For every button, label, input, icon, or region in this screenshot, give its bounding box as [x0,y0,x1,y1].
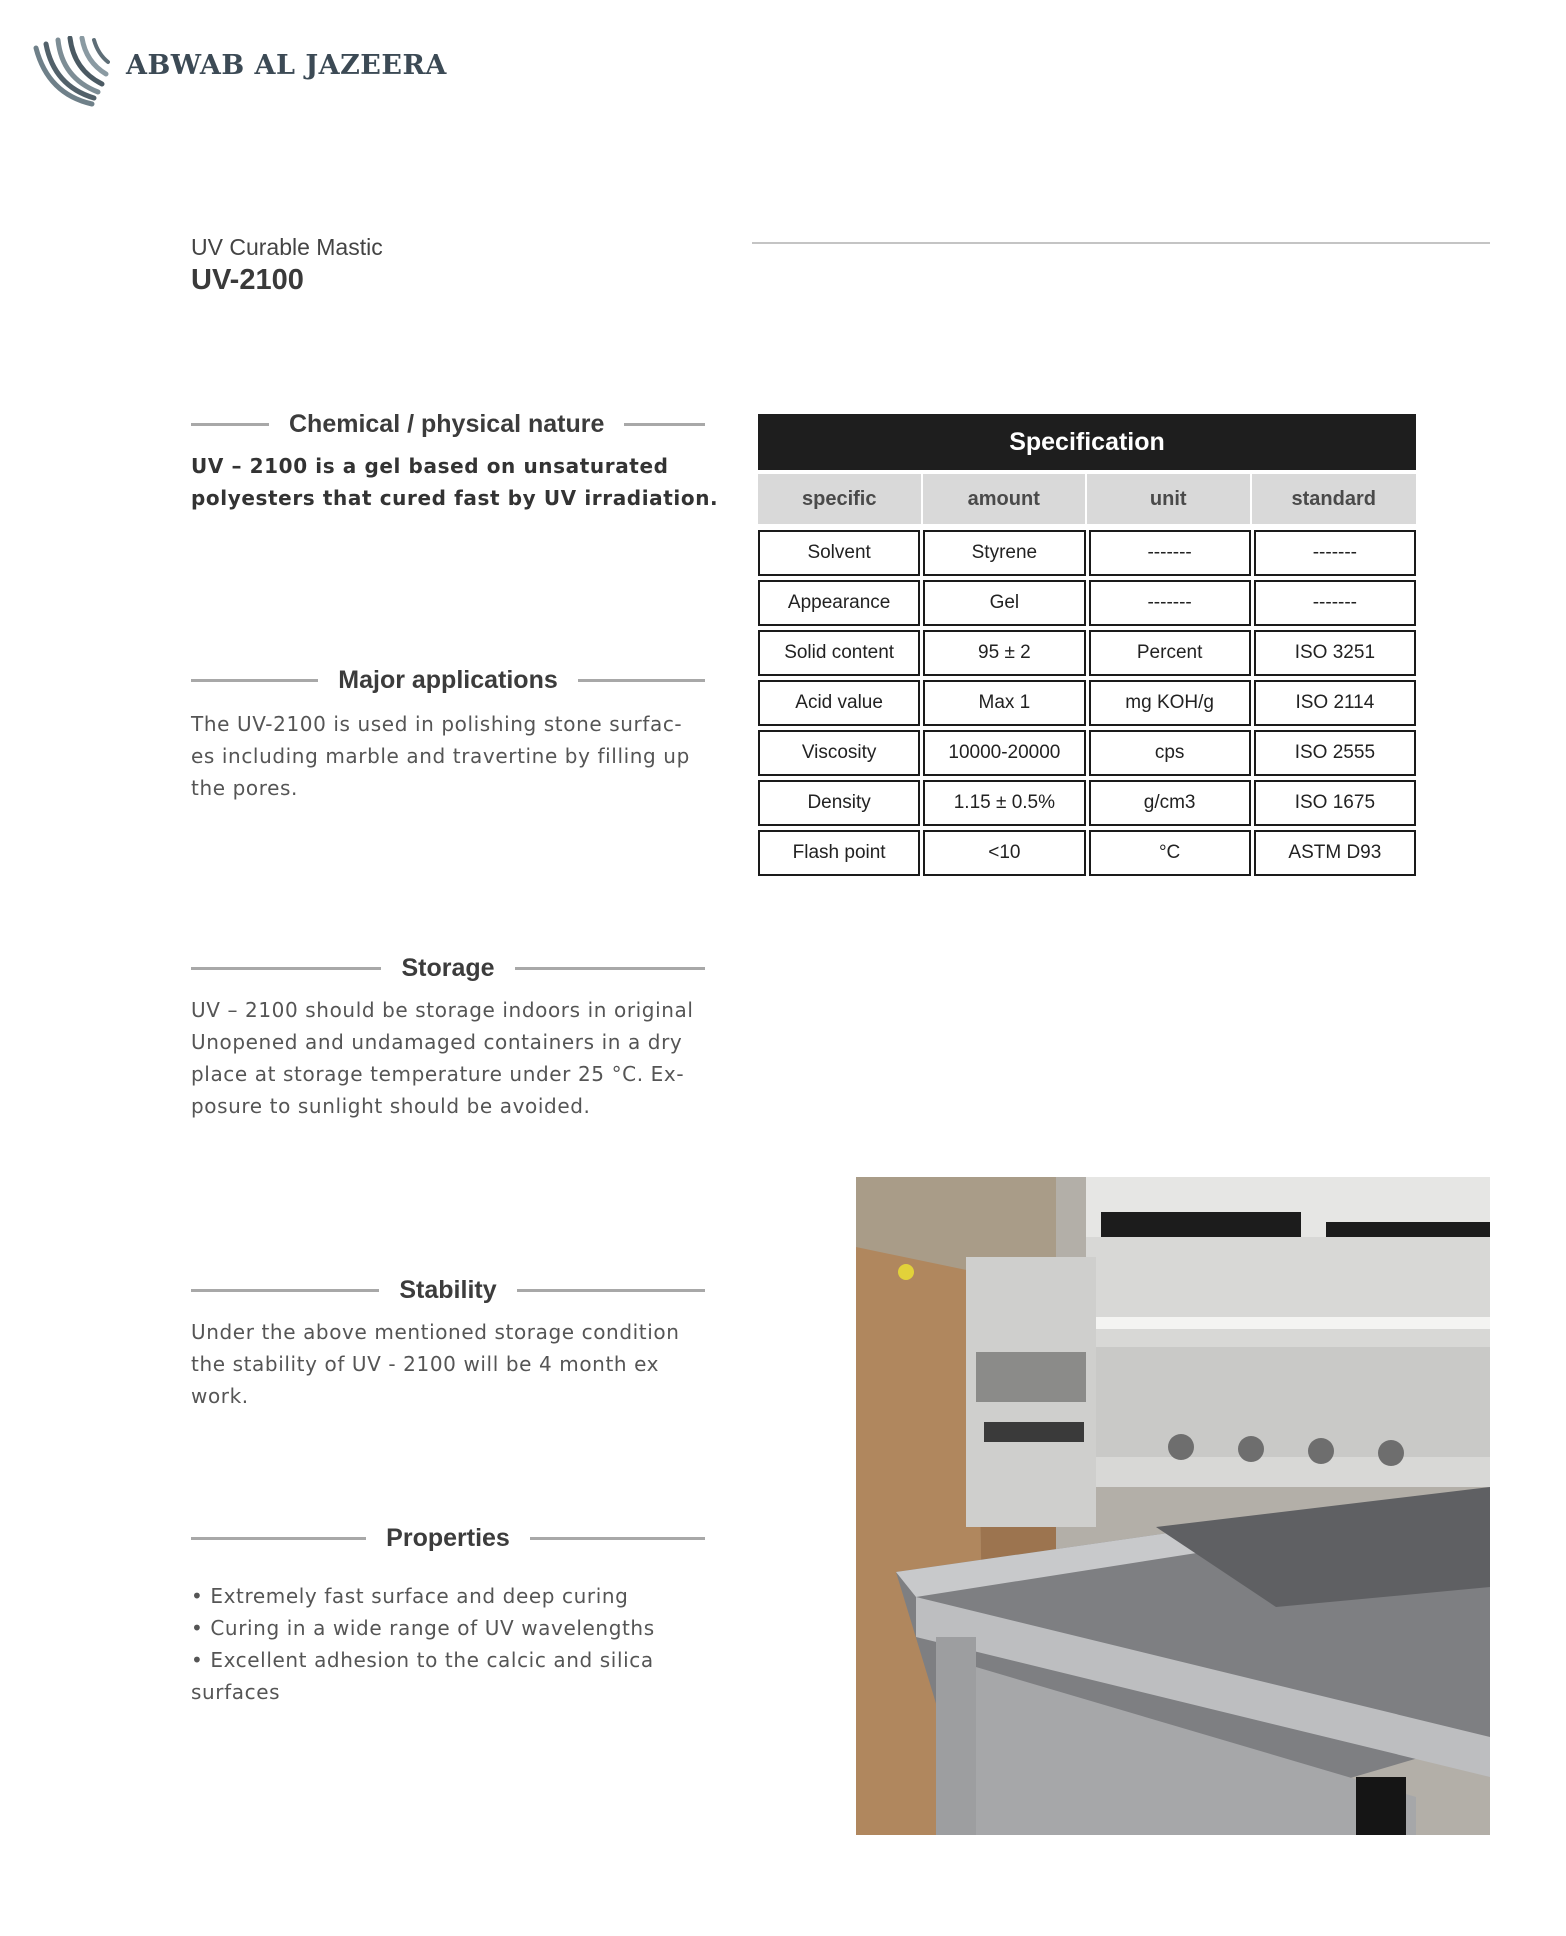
section-title: Storage [401,953,495,982]
table-header-row [758,474,1416,524]
table-cell: ISO 1675 [1254,780,1416,826]
logo-mark-icon [30,36,110,108]
text-line: Under the above mentioned storage condition [191,1320,680,1344]
text-line: posure to sunlight should be avoided. [191,1094,591,1118]
uv-machine-illustration [856,1177,1490,1835]
list-item: • Excellent adhesion to the calcic and silica [191,1648,654,1672]
table-row [758,830,1416,876]
table-cell: ASTM D93 [1254,830,1416,876]
section-header-storage [191,952,705,984]
table-cell: Flash point [758,830,920,876]
table-cell: <10 [923,830,1085,876]
table-row [758,780,1416,826]
table-cell: Solid content [758,630,920,676]
table-cell: ISO 3251 [1254,630,1416,676]
table-cell: Percent [1089,630,1251,676]
properties-list [191,1580,721,1708]
table-body [758,530,1416,876]
brand-name: ABWAB AL JAZEERA [126,50,447,81]
divider [191,423,269,426]
section-header-applications [191,664,705,696]
text-line: The UV-2100 is used in polishing stone surfac- [191,712,683,736]
text-line: es including marble and travertine by filling up [191,744,690,768]
table-cell: Gel [923,580,1085,626]
table-cell: ------- [1089,530,1251,576]
column-header: standard [1291,487,1376,510]
table-cell: 1.15 ± 0.5% [923,780,1085,826]
table-cell: ------- [1254,580,1416,626]
text-line: UV – 2100 should be storage indoors in original [191,998,694,1022]
table-title: Specification [758,414,1416,470]
table-row [758,630,1416,676]
section-header-stability [191,1274,705,1306]
text-line: polyesters that cured fast by UV irradiation. [191,486,719,510]
divider [191,679,318,682]
table-cell: Max 1 [923,680,1085,726]
divider [517,1289,705,1292]
section-header-properties [191,1522,705,1554]
divider [515,967,705,970]
table-cell: Density [758,780,920,826]
section-title: Chemical / physical nature [289,409,605,438]
text-line: place at storage temperature under 25 °C. Ex- [191,1062,685,1086]
divider [191,967,381,970]
text-line: the stability of UV - 2100 will be 4 month ex [191,1352,660,1376]
column-header: unit [1087,474,1252,524]
column-header: specific [758,474,923,524]
list-item: surfaces [191,1680,281,1704]
table-cell: mg KOH/g [1089,680,1251,726]
text-line: the pores. [191,776,298,800]
specification-table [758,414,1416,880]
table-row [758,580,1416,626]
brand-logo [30,36,110,108]
divider [578,679,705,682]
list-item: • Curing in a wide range of UV wavelengths [191,1616,655,1640]
table-cell: Solvent [758,530,920,576]
table-cell: g/cm3 [1089,780,1251,826]
text-line: Unopened and undamaged containers in a dry [191,1030,683,1054]
list-item: • Extremely fast surface and deep curing [191,1584,629,1608]
section-body-stability [191,1316,721,1412]
table-cell: cps [1089,730,1251,776]
product-code: UV-2100 [191,264,304,296]
table-cell: ISO 2114 [1254,680,1416,726]
divider [191,1289,379,1292]
text-line: UV – 2100 is a gel based on unsaturated [191,454,669,478]
table-row [758,530,1416,576]
text-line: work. [191,1384,249,1408]
section-title: Properties [386,1523,510,1552]
divider [624,423,705,426]
table-cell: Styrene [923,530,1085,576]
table-cell: ------- [1254,530,1416,576]
header-divider [752,242,1490,244]
machine-photo [856,1177,1490,1835]
divider [530,1537,705,1540]
table-cell: 10000-20000 [923,730,1085,776]
table-row [758,730,1416,776]
column-header: amount [923,474,1088,524]
table-cell: Viscosity [758,730,920,776]
table-cell: ISO 2555 [1254,730,1416,776]
section-title: Stability [399,1275,497,1304]
divider [191,1537,366,1540]
product-category: UV Curable Mastic [191,234,383,260]
table-cell: Appearance [758,580,920,626]
table-cell: ------- [1089,580,1251,626]
table-cell: Acid value [758,680,920,726]
section-body-chemical [191,450,721,514]
section-title: Major applications [338,665,558,694]
table-row [758,680,1416,726]
section-header-chemical [191,408,705,440]
table-cell: 95 ± 2 [923,630,1085,676]
section-body-storage [191,994,721,1122]
table-cell: °C [1089,830,1251,876]
section-body-applications [191,708,721,804]
